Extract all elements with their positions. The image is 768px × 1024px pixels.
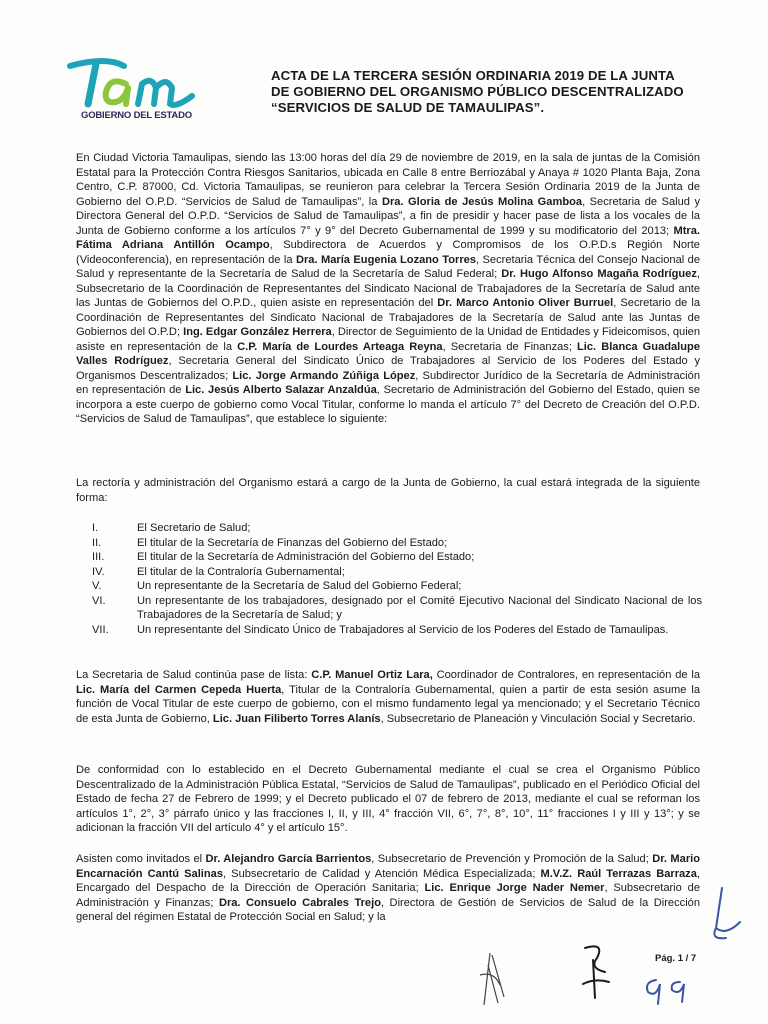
paragraph-text: , Subsecretario de Administración y Finanzas; [76, 882, 700, 909]
page-number: Pág. 1 / 7 [655, 953, 697, 964]
document-title [271, 68, 711, 116]
list-numeral: V. [92, 580, 102, 592]
list-item-text: El titular de la Secretaría de Finanzas del Gobierno del Estado; [137, 536, 448, 549]
paragraph-text: , Encargado del Despacho de la Dirección de Operación Sanitaria; [76, 867, 700, 894]
list-item-text: Un representante de la Secretaría de Salud del Gobierno Federal; [137, 580, 462, 592]
list-numeral: IV. [92, 565, 105, 578]
paragraph-text: Asisten como invitados el [76, 853, 206, 865]
person-name: Lic. María del Carmen Cepeda Huerta [76, 683, 282, 696]
list-item [92, 594, 702, 623]
person-name: Lic. Enrique Jorge Nader Nemer [424, 882, 605, 894]
paragraph-guests [76, 852, 700, 925]
person-name: Lic. Juan Filiberto Torres Alanís [212, 712, 381, 725]
paragraph-text: , Secretaria General del Sindicato Único de Trabajadores al Servicio de los Poderes del Estado y Organismos Descentralizados; [76, 355, 701, 382]
paragraph-legal-basis [76, 763, 700, 836]
paragraph-text: , Subsecretario de Prevención y Promoción de la Salud; [371, 853, 653, 865]
list-numeral: VI. [92, 594, 106, 607]
person-name: Lic. Jesús Alberto Salazar Anzaldúa [185, 384, 377, 396]
signature-initials-3 [700, 882, 760, 952]
title-line: ACTA DE LA TERCERA SESIÓN ORDINARIA 2019 DE LA JUNTA [271, 68, 675, 83]
signature-initials-1 [470, 945, 530, 1015]
paragraph-text: La Secretaria de Salud continúa pase de lista: [76, 669, 312, 681]
title-line: “SERVICIOS DE SALUD DE TAMAULIPAS”. [271, 100, 545, 115]
person-name: Lic. Jorge Armando Zúñiga López [232, 369, 416, 382]
paragraph-text: , Subsecretario de Planeación y Vinculación Social y Secretario. [380, 712, 696, 725]
person-name: Ing. Edgar González Herrera [183, 326, 332, 338]
state-government-logo [66, 58, 226, 126]
person-name: Dr. Marco Antonio Oliver Burruel [437, 297, 614, 309]
person-name: M.V.Z. Raúl Terrazas Barraza [540, 867, 697, 880]
person-name: Dr. Hugo Alfonso Magaña Rodríguez [501, 268, 697, 280]
paragraph-text: , Secretaria de Finanzas; [442, 340, 577, 353]
title-line: DE GOBIERNO DEL ORGANISMO PÚBLICO DESCENTRALIZADO [271, 84, 684, 99]
person-name: Dra. María Eugenia Lozano Torres [295, 253, 476, 266]
list-numeral: I. [92, 522, 99, 534]
tam-logo-graphic [66, 58, 226, 114]
list-item [92, 536, 702, 551]
paragraph-text: , Subdirector Jurídico de la Secretaría de Administración en representación de [76, 369, 700, 396]
list-item [92, 565, 702, 580]
paragraph-text: En Ciudad Victoria Tamaulipas, siendo las 13:00 horas del día 29 de noviembre de 2019, en la sala de juntas de la Comisión Estatal para la Protección Contra Riesgos Sanitarios, ubicada en Calle 8 entre Berriozábal y Anaya # 1020 Planta Baja, Zona Centro, C.P. 87000, Cd. Victoria Tamaulipas, se reunieron para celebrar la Tercera Sesión Ordinaria 2019 de la Junta de Gobierno del O.P.D. “Servicios de Salud de Tamaulipas”, la [76, 152, 700, 208]
list-numeral: II. [92, 536, 102, 549]
paragraph-text: , Secretario de Administración del Gobierno del Estado, quien se incorpora a este cuerpo de gobierno como Vocal Titular, conforme lo manda el artículo 7° del Decreto de Creación del O.P.D. “Servicios de Salud de Tamaulipas”, que establece lo siguiente: [76, 384, 700, 425]
logo-subtitle: GOBIERNO DEL ESTADO [81, 110, 192, 121]
paragraph-roll-call [76, 668, 700, 726]
paragraph-governance [76, 476, 700, 505]
paragraph-text: , Titular de la Contraloría Gubernamental, quien a partir de esta sesión asume la función de Vocal Titular de este cuerpo de gobierno, con el mismo fundamento legal ya mencionado; y el Secretario Técnico de esta Junta de Gobierno, [76, 683, 700, 725]
list-numeral: VII. [92, 623, 109, 636]
person-name: Dr. Mario Encarnación Cantú Salinas [76, 853, 700, 880]
person-name: Mtra. Fátima Adriana Antillón Ocampo [76, 224, 700, 251]
paragraph-text: La rectoría y administración del Organismo estará a cargo de la Junta de Gobierno, la cual estará integrada de la siguiente forma: [76, 477, 700, 504]
list-item [92, 550, 702, 565]
paragraph-text: , Secretaria Técnica del Consejo Nacional de Salud y representante de la Secretaría de Salud de la Secretaría de Salud Federal; [76, 253, 700, 280]
paragraph-text: , Secretaria de Salud y Directora General del O.P.D. “Servicios de Salud de Tamaulipas”, a fin de presidir y hacer pase de lista a los vocales de la Junta de Gobierno conforme a los artículos 7° y 9° del Decreto Gubernamental de 1999 y su modificatorio del 2013; [76, 195, 700, 237]
paragraph-text: Coordinador de Contralores, en representación de la [432, 669, 700, 681]
list-item-text: Un representante de los trabajadores, designado por el Comité Ejecutivo Nacional del Sindicato Nacional de los Trabajadores de la Secretaría de Salud; y [137, 594, 702, 621]
list-numeral: III. [92, 551, 105, 563]
list-item [92, 623, 702, 638]
person-name: Lic. Blanca Guadalupe Valles Rodríguez [76, 340, 700, 367]
board-composition-list [92, 521, 702, 637]
list-item [92, 521, 702, 536]
person-name: Dra. Gloria de Jesús Molina Gamboa [381, 195, 583, 208]
paragraph-text: , Subsecretario de la Coordinación de Representantes del Sindicato Nacional de Trabajadores de la Secretaría de Salud ante las Juntas de Gobiernos del O.P.D., quien asiste en representación del [76, 268, 700, 309]
list-item-text: Un representante del Sindicato Único de Trabajadores al Servicio de los Poderes del Estado de Tamaulipas. [137, 623, 669, 636]
person-name: C.P. María de Lourdes Arteaga Reyna [237, 340, 443, 353]
person-name: C.P. Manuel Ortiz Lara, [311, 669, 433, 681]
person-name: Dra. Consuelo Cabrales Trejo [218, 896, 381, 909]
paragraph-text: , Director de Seguimiento de la Unidad de Entidades y Fideicomisos, quien asiste en representación de la [76, 326, 700, 353]
list-item [92, 579, 702, 594]
list-item-text: El Secretario de Salud; [137, 522, 251, 534]
list-item-text: El titular de la Secretaría de Administración del Gobierno del Estado; [137, 551, 475, 563]
list-item-text: El titular de la Contraloría Gubernamental; [137, 565, 345, 578]
paragraph-opening [76, 151, 700, 427]
paragraph-text: , Subsecretario de Calidad y Atención Médica Especializada; [223, 867, 541, 880]
signature-initials-4 [640, 970, 720, 1010]
signature-initials-2 [575, 938, 625, 1008]
paragraph-text: , Secretario de la Coordinación de Representantes del Sindicato Nacional de Trabajadores de la Secretaría de Salud ante las Juntas de Gobiernos del O.P.D; [76, 297, 700, 338]
person-name: Dr. Alejandro García Barrientos [205, 853, 372, 865]
paragraph-text: , Directora de Gestión de Servicios de Salud de la Dirección general del régimen Estatal de Protección Social en Salud; y la [76, 896, 700, 923]
paragraph-text: , Subdirectora de Acuerdos y Compromisos de los O.P.D.s Región Norte (Videoconferencia), en representación de la [76, 239, 700, 266]
paragraph-text: De conformidad con lo establecido en el Decreto Gubernamental mediante el cual se crea el Organismo Público Descentralizado de la Administración Pública Estatal, “Servicios de Salud de Tamaulipas”, publicado en el Periódico Oficial del Estado de fecha 27 de Febrero de 1999; y el Decreto publicado el 07 de febrero de 2013, mediante el cual se reforman los artículos 1°, 2°, 3° párrafo único y las fracciones I, II, y III, 4° fracción VII, 6°, 7°, 8°, 10°, 11° fracciones I y III y 13°; y se adicionan la fracción VII del artículo 4° y el artículo 15°. [76, 764, 700, 834]
